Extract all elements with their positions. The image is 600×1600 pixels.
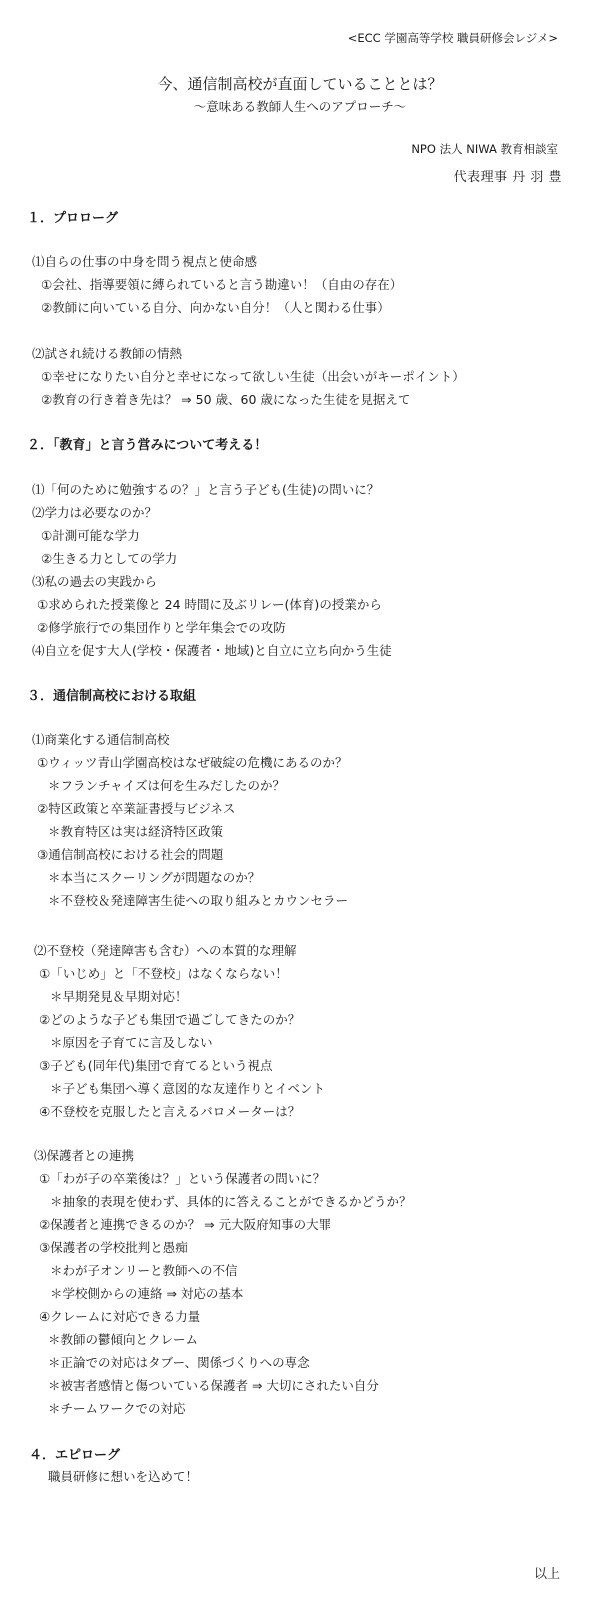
section-2-heading: ２．「教育」と言う営みについて考える！ [27,438,268,453]
outline-item: ＊子ども集団へ導く意図的な友達作りとイベント [50,1081,326,1096]
outline-item: ＊早期発見＆早期対応！ [50,989,188,1004]
outline-item: ④クレームに対応できる力量 [39,1309,201,1324]
outline-item: ①「いじめ」と「不登校」はなくならない！ [39,966,288,981]
outline-item: 職員研修に想いを込めて！ [48,1469,199,1484]
outline-item: ＊不登校＆発達障害生徒への取り組みとカウンセラー [48,893,349,908]
outline-item: ＊被害者感情と傷ついている保護者 ⇒ 大切にされたい自分 [48,1378,379,1393]
outline-item: ＊学校側からの連絡 ⇒ 対応の基本 [50,1286,244,1301]
section-4-heading: ４．エピローグ [29,1448,121,1463]
document-subtitle: ～意味ある教師人生へのアプローチ～ [193,99,407,114]
outline-item: ＊わが子オンリーと教師への不信 [50,1263,238,1278]
outline-item: ＊フランチャイズは何を生みだしたのか？ [48,778,286,793]
outline-item: ①「わが子の卒業後は？」という保護者の問いに？ [39,1171,326,1186]
outline-item: ②教育の行き着き先は？ ⇒ 50 歳、60 歳になった生徒を見据えて [41,392,411,407]
section-1-heading: １．プロローグ [27,211,119,226]
outline-item: ＊チームワークでの対応 [48,1401,186,1416]
outline-item: ①ウィッツ青山学園高校はなぜ破綻の危機にあるのか？ [37,755,348,770]
organization-name: NPO 法人 NIWA 教育相談室 [411,142,558,156]
document-tag: <ECC 学園高等学校 職員研修会レジメ> [347,31,558,45]
outline-item: ①計測可能な学力 [41,528,140,543]
outline-item: ⑵学力は必要なのか？ [32,505,158,520]
outline-item: ①会社、指導要領に縛られていると言う勘違い！（自由の存在） [41,277,403,292]
outline-item: ＊正論での対応はタブー、関係づくりへの専念 [48,1355,310,1370]
outline-item: ⑴自らの仕事の中身を問う視点と使命感 [32,254,258,269]
representative-name: 代表理事 丹 羽 豊 [453,170,562,185]
document-title: 今、通信制高校が直面していることとは？ [157,75,443,93]
outline-item: ＊教師の鬱傾向とクレーム [48,1332,199,1347]
section-3-heading: ３．通信制高校における取組 [27,689,197,704]
outline-item: ②生きる力としての学力 [41,551,178,566]
outline-item: ③保護者の学校批判と愚痴 [39,1240,188,1255]
outline-item: ⑴「何のために勉強するの？」と言う子ども(生徒)の問いに？ [32,482,380,497]
outline-item: ②特区政策と卒業証書授与ビジネス [37,801,236,816]
outline-item: ④不登校を克服したと言えるバロメーターは？ [39,1104,301,1119]
outline-item: ③通信制高校における社会的問題 [37,847,224,862]
outline-item: ⑴商業化する通信制高校 [32,732,170,747]
outline-item: ②保護者と連携できるのか？ ⇒ 元大阪府知事の大罪 [39,1217,332,1232]
outline-item: ①幸せになりたい自分と幸せになって欲しい生徒（出会いがキーポイント） [41,369,465,384]
outline-item: ⑵試され続ける教師の情熱 [32,346,183,361]
outline-item: ＊本当にスクーリングが問題なのか？ [48,870,261,885]
outline-item: ⑷自立を促す大人(学校・保護者・地域)と自立に立ち向かう生徒 [32,643,392,658]
outline-item: ②どのような子ども集団で過ごしてきたのか？ [39,1012,301,1027]
outline-item: ⑶私の過去の実践から [32,574,158,589]
outline-item: ②教師に向いている自分、向かない自分！（人と関わる仕事） [41,300,390,315]
closing-mark: 以上 [533,1567,560,1582]
outline-item: ＊原因を子育てに言及しない [50,1035,213,1050]
outline-item: ⑵不登校（発達障害も含む）への本質的な理解 [34,943,297,958]
outline-item: ⑶保護者との連携 [34,1148,135,1163]
outline-item: ③子ども(同年代)集団で育てるという視点 [39,1058,273,1073]
outline-item: ①求められた授業像と 24 時間に及ぶリレー(体育)の授業から [37,597,382,612]
outline-item: ＊抽象的表現を使わず、具体的に答えることができるかどうか？ [50,1194,412,1209]
outline-item: ＊教育特区は実は経済特区政策 [48,824,224,839]
outline-item: ②修学旅行での集団作りと学年集会での攻防 [37,620,286,635]
